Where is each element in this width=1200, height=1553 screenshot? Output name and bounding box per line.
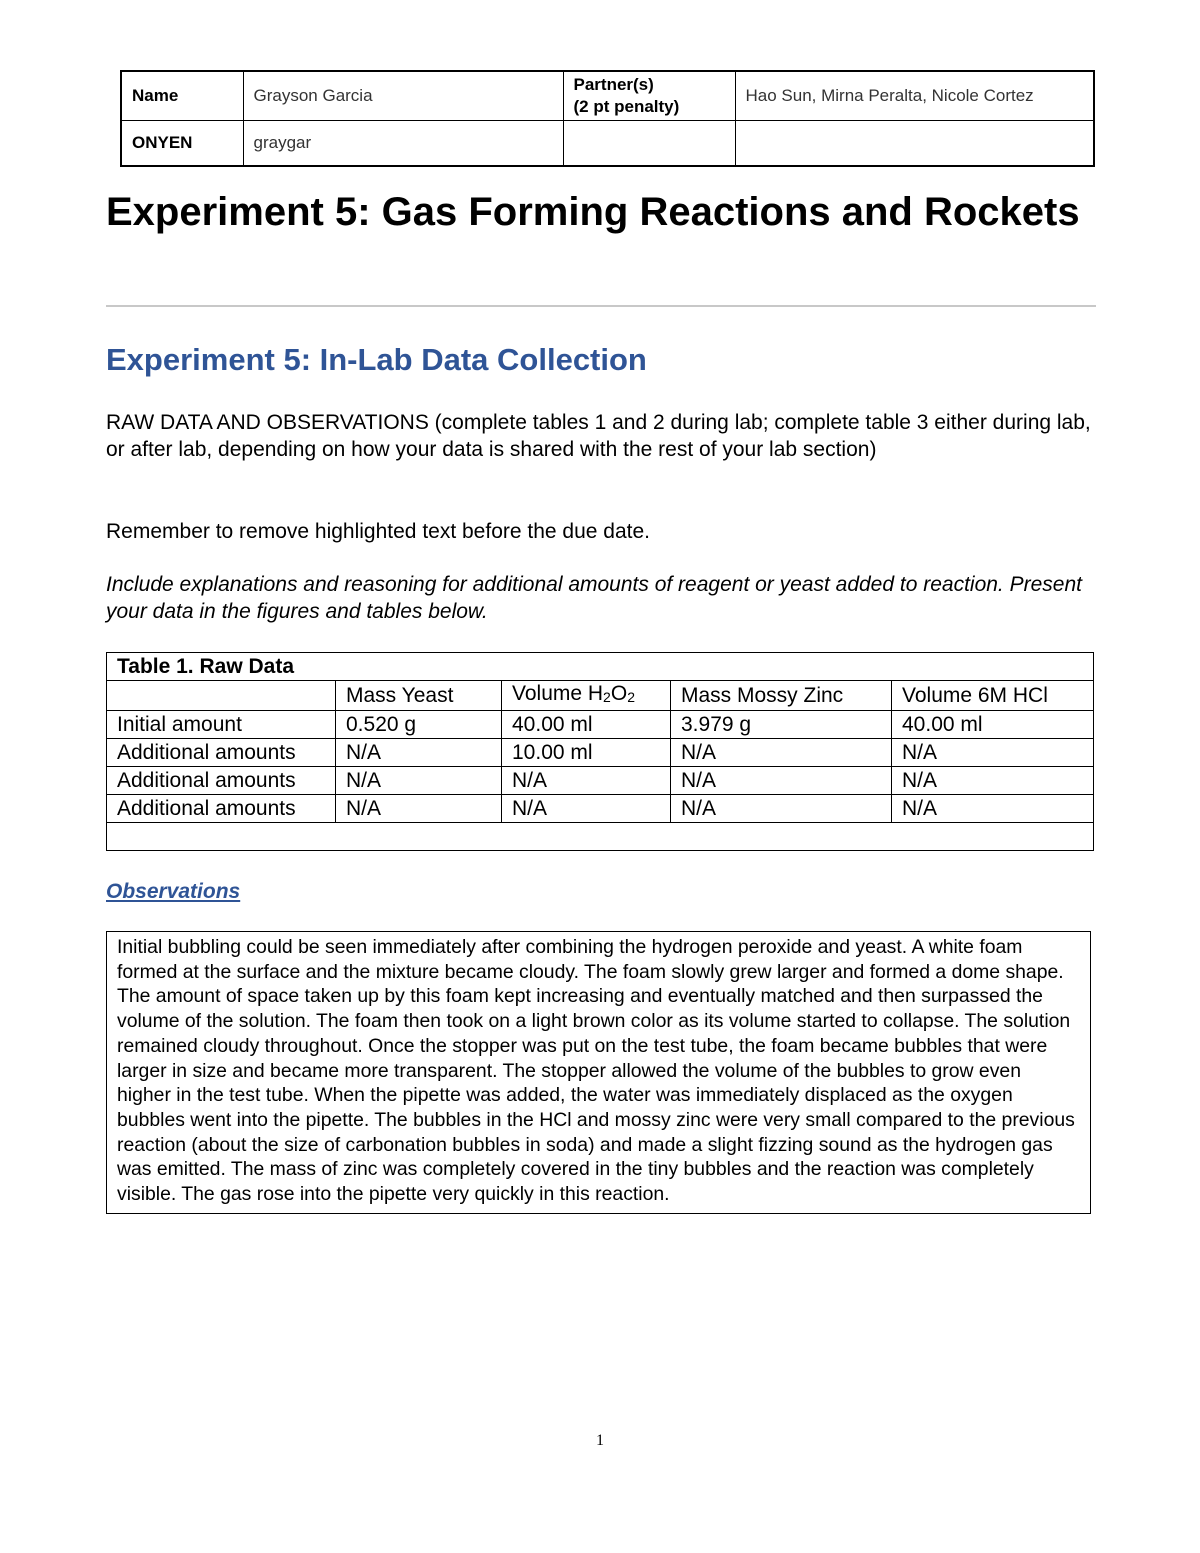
empty-cell <box>735 121 1094 166</box>
partner-value: Hao Sun, Mirna Peralta, Nicole Cortez <box>735 71 1094 121</box>
empty-cell <box>107 681 336 711</box>
col-header-volume-hcl: Volume 6M HCl <box>892 681 1094 711</box>
table-cell: N/A <box>502 767 671 795</box>
name-label: Name <box>121 71 243 121</box>
table-cell: N/A <box>336 739 502 767</box>
partner-label-line1: Partner(s) <box>573 75 654 94</box>
table-cell: N/A <box>336 795 502 823</box>
table-empty-row <box>107 823 1094 851</box>
row-label: Additional amounts <box>107 795 336 823</box>
table-cell: 10.00 ml <box>502 739 671 767</box>
row-label: Additional amounts <box>107 739 336 767</box>
raw-data-intro: RAW DATA AND OBSERVATIONS (complete tables 1 and 2 during lab; complete table 3 either during lab, or after lab, depending on how your data is shared with the rest of your lab section) <box>106 411 1091 461</box>
observations-heading: Observations <box>106 880 241 903</box>
table-cell: N/A <box>502 795 671 823</box>
table-row <box>107 767 1094 795</box>
table-cell: N/A <box>671 767 892 795</box>
table-header-row <box>107 681 1094 711</box>
observations-box <box>106 931 1091 1214</box>
observations-text: Initial bubbling could be seen immediately after combining the hydrogen peroxide and yeast. A white foam formed at the surface and the mixture became cloudy. The foam slowly grew larger and formed a dome shape. The amount of space taken up by this foam kept increasing and eventually matched and then surpassed the volume of the solution. The foam then took on a light brown color as its volume started to collapse. The solution remained cloudy throughout. Once the stopper was put on the test tube, the foam became bubbles that were larger in size and became more transparent. The stopper allowed the volume of the bubbles to grow even higher in the test tube. When the pipette was added, the water was immediately displaced as the oxygen bubbles went into the pipette. The bubbles in the HCl and mossy zinc were very small compared to the previous reaction (about the size of carbonation bubbles in soda) and made a slight fizzing sound as the hydrogen gas was emitted. The mass of zinc was completely covered in the tiny bubbles and the reaction was completely visible. The gas rose into the pipette very quickly in this reaction. <box>117 936 1075 1206</box>
table-cell: N/A <box>892 767 1094 795</box>
table-row <box>107 711 1094 739</box>
table-row <box>107 795 1094 823</box>
col-header-volume-h2o2 <box>502 681 671 711</box>
header-info-table <box>120 70 1095 167</box>
raw-data-table <box>106 652 1094 851</box>
title-divider <box>106 305 1096 307</box>
table-cell: 3.979 g <box>671 711 892 739</box>
empty-cell <box>563 121 735 166</box>
table-cell: 0.520 g <box>336 711 502 739</box>
table-row <box>107 739 1094 767</box>
table-caption: Table 1. Raw Data <box>107 653 1094 681</box>
page-number: 1 <box>596 1432 604 1449</box>
section-title: Experiment 5: In-Lab Data Collection <box>106 342 647 377</box>
reminder-text: Remember to remove highlighted text before the due date. <box>106 520 650 543</box>
table-cell: N/A <box>671 795 892 823</box>
subscript: 2 <box>627 689 635 705</box>
header-row-name <box>121 71 1094 121</box>
row-label: Initial amount <box>107 711 336 739</box>
col-header-text: O <box>610 682 628 705</box>
table-cell: N/A <box>892 795 1094 823</box>
row-label: Additional amounts <box>107 767 336 795</box>
col-header-mass-mossy-zinc: Mass Mossy Zinc <box>671 681 892 711</box>
empty-cell <box>107 823 1094 851</box>
partner-label <box>563 71 735 121</box>
table-cell: N/A <box>336 767 502 795</box>
instructions-text: Include explanations and reasoning for additional amounts of reagent or yeast added to reaction. Present your data in the figures and tables below. <box>106 573 1082 623</box>
name-value: Grayson Garcia <box>243 71 563 121</box>
onyen-label: ONYEN <box>121 121 243 166</box>
table-cell: 40.00 ml <box>502 711 671 739</box>
table-cell: N/A <box>892 739 1094 767</box>
table-cell: N/A <box>671 739 892 767</box>
table-caption-row <box>107 653 1094 681</box>
col-header-text: Volume H <box>512 682 604 705</box>
subscript: 2 <box>603 689 611 705</box>
onyen-value: graygar <box>243 121 563 166</box>
col-header-mass-yeast: Mass Yeast <box>336 681 502 711</box>
partner-label-line2: (2 pt penalty) <box>573 97 680 116</box>
header-row-onyen <box>121 121 1094 166</box>
page-title: Experiment 5: Gas Forming Reactions and Rockets <box>106 190 1080 234</box>
table-cell: 40.00 ml <box>892 711 1094 739</box>
